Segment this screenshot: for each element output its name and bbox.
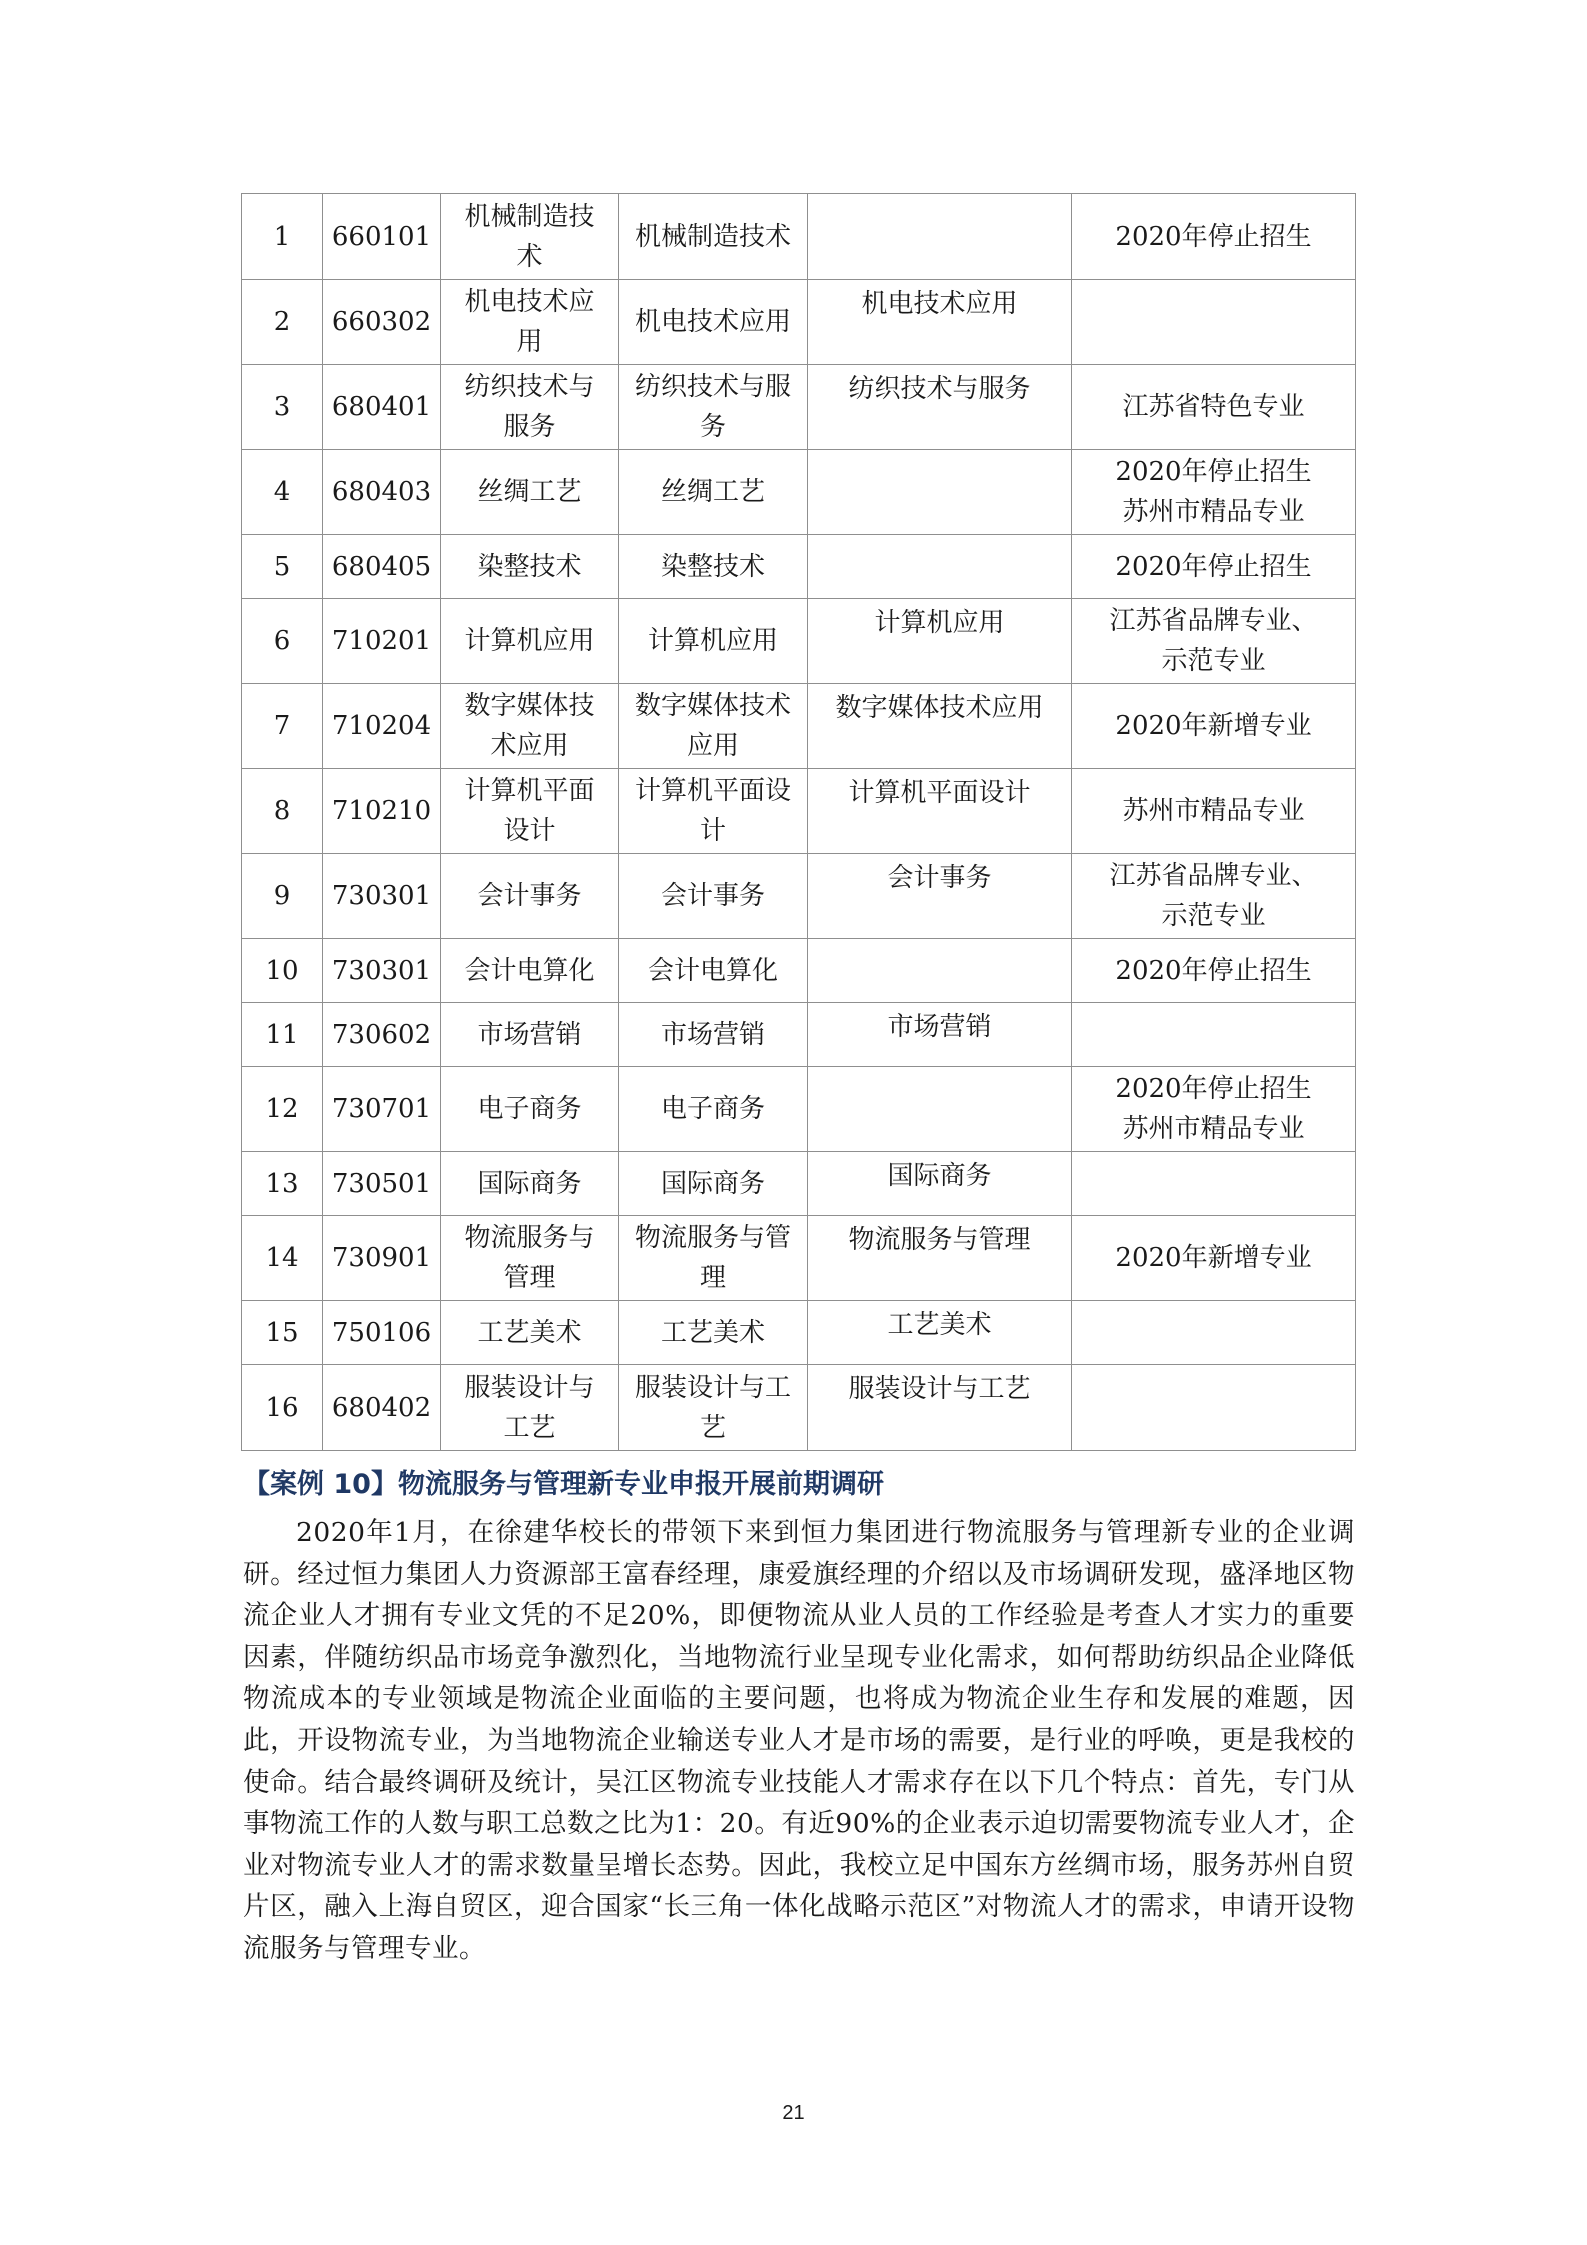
cell-text-line: 数字媒体技术应用 bbox=[835, 693, 1044, 723]
cell-major-name bbox=[441, 535, 619, 599]
cell-enrollment-major bbox=[619, 194, 808, 280]
cell-text-line: 示范专业 bbox=[1161, 646, 1266, 676]
cell-major-code: 680401 bbox=[323, 365, 441, 450]
cell-note bbox=[1072, 1003, 1356, 1067]
cell-number: 9 bbox=[242, 854, 323, 939]
cell-major-code: 730901 bbox=[323, 1216, 441, 1301]
cell-text-line: 2020年新增专业 bbox=[1115, 1243, 1312, 1273]
cell-text-line: 2020年停止招生 bbox=[1115, 221, 1312, 252]
cell-current-major bbox=[808, 1003, 1072, 1067]
cell-enrollment-major bbox=[619, 365, 808, 450]
cell-number: 16 bbox=[242, 1365, 323, 1451]
cell-text-line: 理 bbox=[699, 1263, 726, 1293]
cell-text-line: 计算机平面 bbox=[464, 776, 595, 806]
cell-major-name bbox=[441, 599, 619, 684]
cell-number: 12 bbox=[242, 1067, 323, 1152]
cell-note bbox=[1072, 1365, 1356, 1451]
cell-number: 10 bbox=[242, 939, 323, 1003]
cell-number: 11 bbox=[242, 1003, 323, 1067]
cell-major-name bbox=[441, 854, 619, 939]
cell-text-line: 苏州市精品专业 bbox=[1122, 497, 1305, 527]
cell-text-line: 服装设计与 bbox=[464, 1372, 595, 1403]
cell-current-major bbox=[808, 194, 1072, 280]
cell-text-line: 2020年停止招生 bbox=[1115, 1074, 1312, 1104]
cell-enrollment-major bbox=[619, 1365, 808, 1451]
cell-text-line: 会计事务 bbox=[477, 881, 582, 911]
cell-note bbox=[1072, 535, 1356, 599]
cell-major-code: 750106 bbox=[323, 1301, 441, 1365]
cell-note bbox=[1072, 1301, 1356, 1365]
cell-note bbox=[1072, 854, 1356, 939]
cell-enrollment-major bbox=[619, 599, 808, 684]
cell-text-line: 市场营销 bbox=[887, 1012, 992, 1042]
cell-text-line: 江苏省品牌专业、 bbox=[1109, 861, 1318, 891]
cell-note bbox=[1072, 194, 1356, 280]
table-row bbox=[242, 1067, 1356, 1152]
cell-text-line: 数字媒体技 bbox=[464, 691, 595, 721]
cell-major-code: 680405 bbox=[323, 535, 441, 599]
cell-text-line: 工艺美术 bbox=[477, 1317, 582, 1348]
page-number: 21 bbox=[782, 2102, 805, 2124]
cell-current-major bbox=[808, 1067, 1072, 1152]
cell-text-line: 工艺美术 bbox=[887, 1310, 992, 1340]
cell-number: 13 bbox=[242, 1152, 323, 1216]
cell-major-name bbox=[441, 365, 619, 450]
table-row bbox=[242, 1152, 1356, 1216]
cell-major-code: 730501 bbox=[323, 1152, 441, 1216]
cell-text-line: 会计电算化 bbox=[647, 955, 778, 986]
cell-text-line: 国际商务 bbox=[887, 1161, 992, 1191]
cell-number: 6 bbox=[242, 599, 323, 684]
cell-major-name bbox=[441, 684, 619, 769]
cell-text-line: 市场营销 bbox=[477, 1019, 582, 1050]
cell-number: 1 bbox=[242, 194, 323, 280]
cell-major-name bbox=[441, 769, 619, 854]
cell-text-line: 电子商务 bbox=[660, 1094, 765, 1124]
table-row bbox=[242, 854, 1356, 939]
table-row bbox=[242, 599, 1356, 684]
cell-number: 5 bbox=[242, 535, 323, 599]
cell-number: 4 bbox=[242, 450, 323, 535]
cell-major-name bbox=[441, 1365, 619, 1451]
cell-current-major bbox=[808, 450, 1072, 535]
table-row bbox=[242, 939, 1356, 1003]
cell-text-line: 江苏省特色专业 bbox=[1122, 392, 1305, 422]
table-row bbox=[242, 450, 1356, 535]
cell-note bbox=[1072, 684, 1356, 769]
table-row bbox=[242, 194, 1356, 280]
cell-text-line: 务 bbox=[699, 412, 726, 442]
cell-current-major bbox=[808, 1301, 1072, 1365]
cell-major-name bbox=[441, 450, 619, 535]
cell-text-line: 纺织技术与服务 bbox=[848, 374, 1031, 404]
cell-major-name bbox=[441, 1152, 619, 1216]
cell-enrollment-major bbox=[619, 450, 808, 535]
cell-current-major bbox=[808, 684, 1072, 769]
cell-current-major bbox=[808, 1365, 1072, 1451]
cell-text-line: 2020年停止招生 bbox=[1115, 457, 1312, 487]
cell-major-name bbox=[441, 1216, 619, 1301]
cell-note bbox=[1072, 280, 1356, 365]
majors-table-body bbox=[242, 194, 1356, 1451]
cell-major-name bbox=[441, 1067, 619, 1152]
cell-enrollment-major bbox=[619, 1216, 808, 1301]
cell-major-name bbox=[441, 1301, 619, 1365]
cell-number: 2 bbox=[242, 280, 323, 365]
cell-text-line: 服装设计与工 bbox=[634, 1372, 791, 1403]
cell-text-line: 服装设计与工艺 bbox=[848, 1374, 1031, 1404]
cell-text-line: 市场营销 bbox=[660, 1019, 765, 1050]
cell-text-line: 会计事务 bbox=[887, 863, 992, 893]
table-row bbox=[242, 1365, 1356, 1451]
cell-current-major bbox=[808, 365, 1072, 450]
cell-number: 8 bbox=[242, 769, 323, 854]
cell-major-code: 730602 bbox=[323, 1003, 441, 1067]
cell-text-line: 物流服务与管理 bbox=[848, 1225, 1031, 1255]
cell-major-code: 730701 bbox=[323, 1067, 441, 1152]
cell-text-line: 机电技术应 bbox=[464, 287, 595, 317]
cell-number: 14 bbox=[242, 1216, 323, 1301]
cell-text-line: 计算机应用 bbox=[647, 626, 778, 656]
cell-major-name bbox=[441, 1003, 619, 1067]
cell-number: 3 bbox=[242, 365, 323, 450]
cell-current-major bbox=[808, 535, 1072, 599]
cell-text-line: 用 bbox=[516, 327, 543, 357]
cell-text-line: 苏州市精品专业 bbox=[1122, 1114, 1305, 1144]
cell-major-code: 660101 bbox=[323, 194, 441, 280]
cell-major-name bbox=[441, 194, 619, 280]
cell-major-name bbox=[441, 280, 619, 365]
cell-current-major bbox=[808, 1152, 1072, 1216]
cell-text-line: 计算机平面设 bbox=[634, 776, 791, 806]
cell-text-line: 服务 bbox=[503, 412, 556, 442]
cell-current-major bbox=[808, 769, 1072, 854]
cell-current-major bbox=[808, 854, 1072, 939]
cell-number: 15 bbox=[242, 1301, 323, 1365]
cell-enrollment-major bbox=[619, 1301, 808, 1365]
cell-enrollment-major bbox=[619, 1003, 808, 1067]
table-row bbox=[242, 1301, 1356, 1365]
cell-text-line: 纺织技术与 bbox=[464, 372, 595, 402]
cell-number: 7 bbox=[242, 684, 323, 769]
cell-enrollment-major bbox=[619, 535, 808, 599]
cell-text-line: 机电技术应用 bbox=[634, 307, 791, 337]
cell-text-line: 机械制造技术 bbox=[634, 221, 791, 252]
cell-text-line: 会计电算化 bbox=[464, 955, 595, 986]
cell-note bbox=[1072, 1152, 1356, 1216]
cell-major-code: 660302 bbox=[323, 280, 441, 365]
table-row bbox=[242, 280, 1356, 365]
cell-note bbox=[1072, 769, 1356, 854]
cell-text-line: 机械制造技 bbox=[464, 201, 595, 232]
cell-enrollment-major bbox=[619, 854, 808, 939]
cell-text-line: 计算机应用 bbox=[464, 626, 595, 656]
cell-text-line: 丝绸工艺 bbox=[477, 477, 582, 507]
cell-text-line: 物流服务与 bbox=[464, 1223, 595, 1253]
cell-text-line: 丝绸工艺 bbox=[660, 477, 765, 507]
cell-enrollment-major bbox=[619, 280, 808, 365]
cell-text-line: 苏州市精品专业 bbox=[1122, 796, 1305, 826]
cell-major-code: 730301 bbox=[323, 939, 441, 1003]
cell-text-line: 电子商务 bbox=[477, 1094, 582, 1124]
cell-note bbox=[1072, 939, 1356, 1003]
cell-text-line: 计算机平面设计 bbox=[848, 778, 1031, 808]
cell-text-line: 术应用 bbox=[490, 731, 569, 761]
cell-current-major bbox=[808, 280, 1072, 365]
cell-text-line: 染整技术 bbox=[660, 551, 765, 582]
cell-enrollment-major bbox=[619, 939, 808, 1003]
cell-major-code: 680403 bbox=[323, 450, 441, 535]
cell-text-line: 应用 bbox=[686, 731, 739, 761]
cell-text-line: 艺 bbox=[699, 1412, 726, 1443]
cell-text-line: 工艺 bbox=[503, 1412, 556, 1443]
cell-enrollment-major bbox=[619, 684, 808, 769]
cell-text-line: 工艺美术 bbox=[660, 1317, 765, 1348]
cell-text-line: 数字媒体技术 bbox=[634, 691, 791, 721]
cell-text-line: 纺织技术与服 bbox=[634, 372, 791, 402]
cell-text-line: 国际商务 bbox=[660, 1168, 765, 1199]
cell-enrollment-major bbox=[619, 1067, 808, 1152]
cell-text-line: 会计事务 bbox=[660, 881, 765, 911]
table-row bbox=[242, 684, 1356, 769]
cell-major-code: 730301 bbox=[323, 854, 441, 939]
cell-major-code: 710201 bbox=[323, 599, 441, 684]
table-row bbox=[242, 1003, 1356, 1067]
cell-text-line: 2020年新增专业 bbox=[1115, 711, 1312, 741]
cell-text-line: 机电技术应用 bbox=[861, 289, 1018, 319]
cell-text-line: 计 bbox=[699, 816, 726, 846]
cell-text-line: 术 bbox=[516, 241, 543, 272]
cell-enrollment-major bbox=[619, 1152, 808, 1216]
case-body-paragraph: 2020年1月，在徐建华校长的带领下来到恒力集团进行物流服务与管理新专业的企业调研。经过恒力集团人力资源部王富春经理，康爱旗经理的介绍以及市场调研发现，盛泽地区物流企业人才拥有专业文凭的不足20%，即便物流从业人员的工作经验是考查人才实力的重要因素，伴随纺织品市场竞争激烈化，当地物流行业呈现专业化需求，如何帮助纺织品企业降低物流成本的专业领域是物流企业面临的主要问题，也将成为物流企业生存和发展的难题，因此，开设物流专业，为当地物流企业输送专业人才是市场的需要，是行业的呼唤，更是我校的使命。结合最终调研及统计，吴江区物流专业技能人才需求存在以下几个特点：首先，专门从事物流工作的人数与职工总数之比为1：20。有近90%的企业表示迫切需要物流专业人才，企业对物流专业人才的需求数量呈增长态势。因此，我校立足中国东方丝绸市场，服务苏州自贸片区，融入上海自贸区，迎合国家“长三角一体化战略示范区”对物流人才的需求，申请开设物流服务与管理专业。 bbox=[243, 1517, 1355, 1964]
majors-table bbox=[241, 193, 1356, 1451]
cell-text-line: 染整技术 bbox=[477, 551, 582, 582]
cell-text-line: 设计 bbox=[503, 816, 556, 846]
cell-text-line: 2020年停止招生 bbox=[1115, 551, 1312, 582]
table-row bbox=[242, 769, 1356, 854]
cell-major-name bbox=[441, 939, 619, 1003]
cell-current-major bbox=[808, 1216, 1072, 1301]
cell-enrollment-major bbox=[619, 769, 808, 854]
cell-note bbox=[1072, 365, 1356, 450]
cell-note bbox=[1072, 450, 1356, 535]
cell-text-line: 物流服务与管 bbox=[634, 1223, 791, 1253]
cell-text-line: 2020年停止招生 bbox=[1115, 955, 1312, 986]
table-row bbox=[242, 1216, 1356, 1301]
cell-major-code: 710204 bbox=[323, 684, 441, 769]
cell-current-major bbox=[808, 599, 1072, 684]
cell-text-line: 计算机应用 bbox=[874, 608, 1005, 638]
cell-current-major bbox=[808, 939, 1072, 1003]
cell-major-code: 680402 bbox=[323, 1365, 441, 1451]
table-row bbox=[242, 535, 1356, 599]
cell-text-line: 管理 bbox=[503, 1263, 556, 1293]
cell-text-line: 江苏省品牌专业、 bbox=[1109, 606, 1318, 636]
cell-note bbox=[1072, 1216, 1356, 1301]
cell-note bbox=[1072, 599, 1356, 684]
cell-text-line: 国际商务 bbox=[477, 1168, 582, 1199]
cell-note bbox=[1072, 1067, 1356, 1152]
cell-major-code: 710210 bbox=[323, 769, 441, 854]
table-row bbox=[242, 365, 1356, 450]
case-title: 【案例 10】物流服务与管理新专业申报开展前期调研 bbox=[243, 1469, 884, 1500]
cell-text-line: 示范专业 bbox=[1161, 901, 1266, 931]
